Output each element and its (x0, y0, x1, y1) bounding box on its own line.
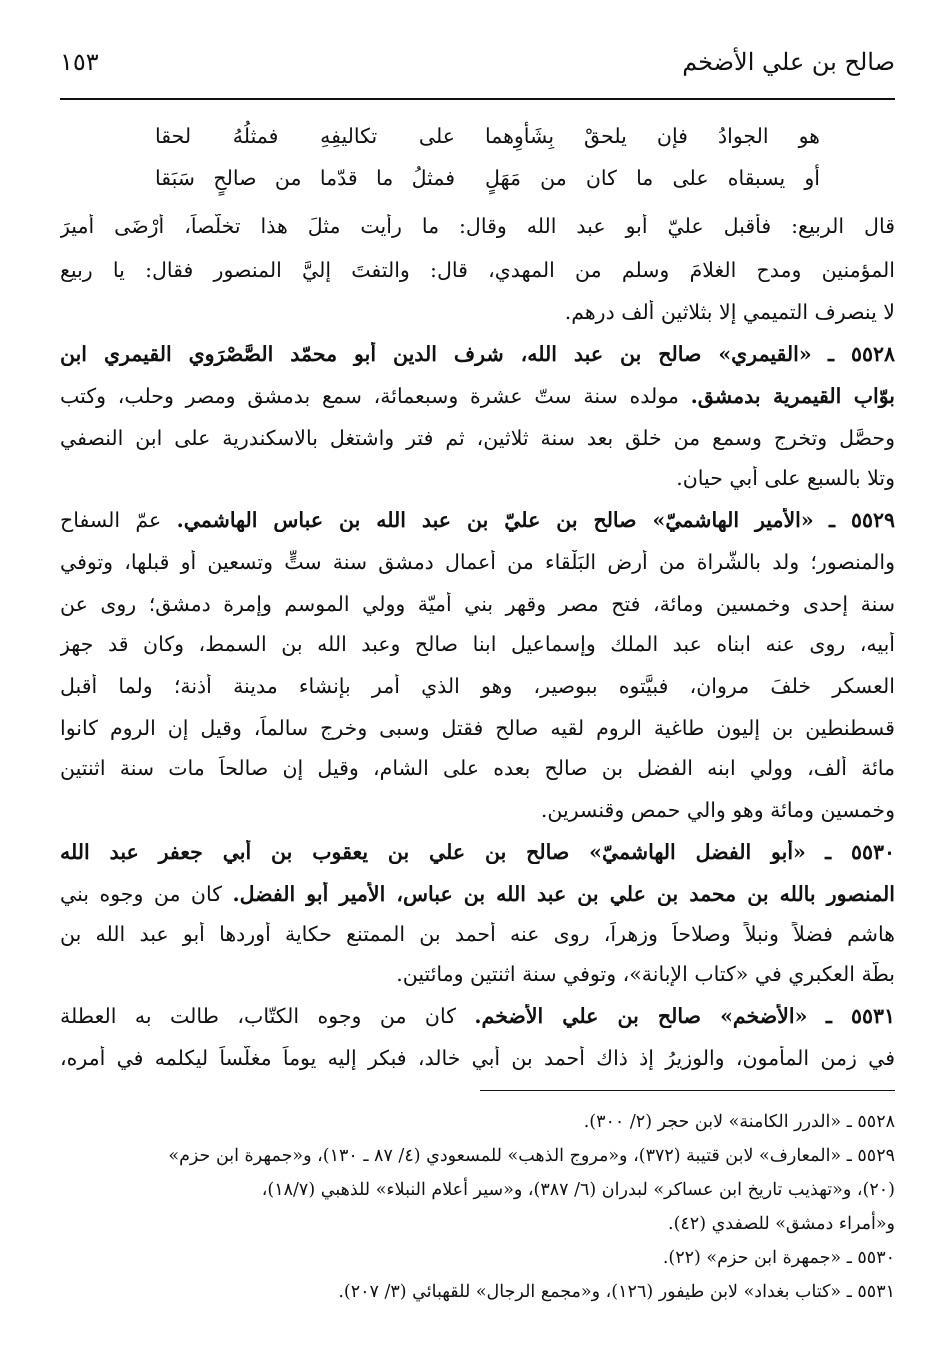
running-header (60, 44, 895, 88)
verse-first-hemistich: هو الجوادُ فإن يلحقْ بِشَأوِهما (485, 124, 820, 148)
footnote-line: ٥٥٣٠ ـ «جمهرة ابن حزم» (٢٢). (662, 1248, 895, 1268)
footnote-divider (480, 1090, 895, 1091)
footnote-line: (٢٠)، و«تهذيب تاريخ ابن عساكر» لبدران (٦/ ٣٨٧)، و«سير أعلام النبلاء» للذهبي (١٨/٧)، (261, 1180, 895, 1200)
entry-5529-line: العسكر خلفَ مروان، فبيَّتوه ببوصير، وهو الذي أمر بإنشاء مدينة أذنة؛ ولما أقبل (60, 674, 895, 698)
entry-text: عمّ السفاح (60, 508, 177, 532)
entry-heading: «القيمري» صالح بن عبد الله، شرف الدين أبو محمّد الصَّصْرَوي القيمري ابن (60, 342, 812, 366)
text-line: المؤمنين ومدح الغلامَ وسلم من المهدي، قال: والتفتَ إليَّ المنصور فقال: يا ربيع (60, 258, 895, 282)
header-title: صالح بن علي الأضخم (682, 48, 895, 76)
entry-heading: المنصور بالله بن محمد بن علي بن عبد الله بن عباس، الأمير أبو الفضل. (232, 882, 895, 906)
entry-5531-line: في زمن المأمون، والوزيرُ إذ ذاك أحمد بن أبي خالد، فبكر إليه يوماً مغلّساً ليكلمه في أمره، (60, 1046, 895, 1070)
entry-heading: بوّابِ القيمرية بدمشق. (690, 384, 895, 408)
entry-heading: «الأضخم» صالح بن علي الأضخم. (474, 1004, 808, 1028)
verse-second-hemistich: على تكاليفِهِ فمثلُهُ لحقا (155, 124, 455, 148)
footnote-line: ٥٥٣١ ـ «كتاب بغداد» لابن طيفور (١٢٦)، و«مجمع الرجال» للقهبائي (٣/ ٢٠٧). (338, 1282, 895, 1302)
entry-text: كان من وجوه بني (60, 882, 233, 906)
entry-number: ٥٥٣٠ ـ (825, 840, 895, 864)
footnote-line: و«أمراء دمشق» للصفدي (٤٢). (668, 1214, 895, 1234)
entry-heading: «الأمير الهاشميّ» صالح بن عليّ بن عبد الله بن عباس الهاشمي. (176, 508, 814, 532)
verse-first-hemistich: أو يسبقاه على ما كان من مَهَلٍ (485, 166, 820, 190)
entry-5529-line: أبيه، روى عنه ابناه عبد الملك وإسماعيل ابنا صالح وعبد الله بن السمط، وكان قد جهز (60, 632, 895, 656)
verse-second-hemistich: فمثلُ ما قدّما من صالحٍ سَبَقا (155, 166, 455, 190)
entry-5530-line: بطّة العكبري في «كتاب الإبانة»، وتوفي سنة اثنتين ومائتين. (396, 962, 895, 986)
verse-line (155, 166, 820, 206)
entry-5530-line (60, 882, 895, 906)
entry-number: ٥٥٣١ ـ (825, 1004, 895, 1028)
text-line: قال الربيع: فأقبل عليّ أبو عبد الله وقال: ما رأيت مثلَ هذا تخلّصاً، أرْضَى أميرَ (60, 214, 895, 238)
page-number: ١٥٣ (60, 48, 99, 76)
entry-5529-line (60, 508, 895, 532)
entry-5529-line: وخمسين ومائة وهو والي حمص وقنسرين. (540, 798, 895, 822)
entry-number: ٥٥٢٩ ـ (829, 508, 895, 532)
entry-5530-line: هاشم فضلاً ونبلاً وصلاحاً وزهراً، روى عنه أحمد بن الممتنع حكاية أوردها أبو عبد الله بن (60, 922, 895, 946)
entry-text: مولده سنة ستّ عشرة وسبعمائة، سمع بدمشق ومصر وحلب، وكتب (60, 384, 691, 408)
entry-5529-line: قسطنطين بن إليون طاغية الروم لقيه صالح فقتل وسبى وخرج سالماً، وقيل إن الروم كانوا (60, 716, 895, 740)
text-line: لا ينصرف التميمي إلا بثلاثين ألف درهم. (564, 300, 895, 324)
entry-5529-line: مائة ألف، وولي ابنه الفضل بن صالح بعده على الشام، وقيل إن صالحاً مات سنة اثنتين (60, 756, 895, 780)
entry-5528-line: وتلا بالسبع على أبي حيان. (676, 466, 895, 490)
entry-5530-line (60, 840, 895, 864)
entry-5528-line (60, 384, 895, 408)
verse-line (155, 124, 820, 164)
entry-heading: «أبو الفضل الهاشميّ» صالح بن علي بن يعقوب بن أبي جعفر عبد الله (60, 840, 806, 864)
footnote-line: ٥٥٢٨ ـ «الدرر الكامنة» لابن حجر (٢/ ٣٠٠). (583, 1112, 895, 1132)
entry-5529-line: سنة إحدى وخمسين ومائة، فتح مصر وقهر بني أُميّة وولي الموسم وإمرة دمشق؛ روى عن (60, 592, 895, 616)
entry-5528-line (60, 342, 895, 366)
footnote-line: ٥٥٢٩ ـ «المعارف» لابن قتيبة (٣٧٢)، و«مروج الذهب» للمسعودي (٤/ ٨٧ ـ ١٣٠)، و«جمهرة ابن حزم» (168, 1146, 895, 1166)
header-divider (60, 98, 895, 100)
entry-5529-line: والمنصور؛ ولد بالشَّراة من أرض البَلْقاء من أعمال دمشق سنة ستٍّ وتسعين أو قبلها، وتوفي (60, 550, 895, 574)
entry-5528-line: وحصَّل وتخرج وسمع من خلق بعد سنة ثلاثين، ثم فتر واشتغل بالاسكندرية على ابن النصفي (60, 426, 895, 450)
entry-text: كان من وجوه الكتّاب، طالت به العطلة (60, 1004, 475, 1028)
entry-number: ٥٥٢٨ ـ (828, 342, 895, 366)
entry-5531-line (60, 1004, 895, 1028)
